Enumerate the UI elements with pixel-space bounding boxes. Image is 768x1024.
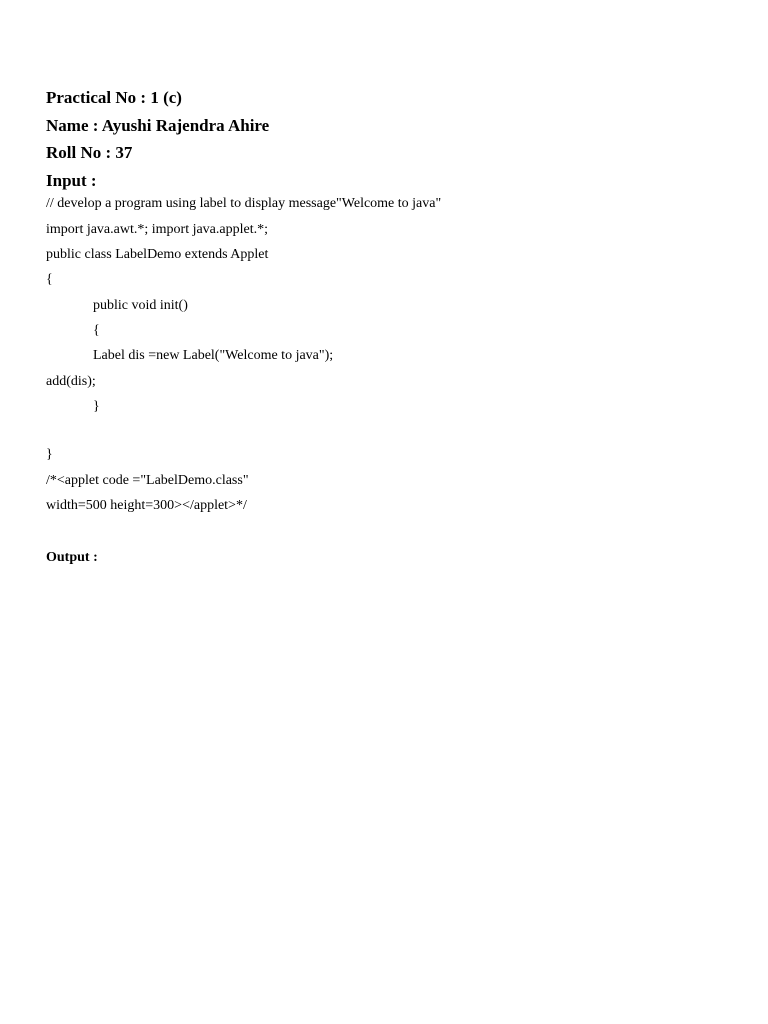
code-line: // develop a program using label to display message"Welcome to java" — [46, 196, 442, 211]
code-line: add(dis); — [46, 374, 96, 389]
roll-number: Roll No : 37 — [46, 143, 133, 162]
practical-number: Practical No : 1 (c) — [46, 88, 182, 107]
code-line: { — [93, 323, 100, 338]
student-name: Name : Ayushi Rajendra Ahire — [46, 116, 270, 135]
output-heading: Output : — [46, 550, 98, 565]
input-heading: Input : — [46, 171, 97, 190]
code-line: /*<applet code ="LabelDemo.class" — [46, 473, 249, 488]
code-line: import java.awt.*; import java.applet.*; — [46, 222, 268, 237]
code-line: width=500 height=300></applet>*/ — [46, 498, 247, 513]
code-line: public void init() — [93, 298, 188, 313]
code-line: } — [46, 447, 53, 462]
code-line: } — [93, 399, 100, 414]
code-line: public class LabelDemo extends Applet — [46, 247, 269, 262]
code-line: { — [46, 272, 53, 287]
code-line: Label dis =new Label("Welcome to java"); — [93, 348, 334, 363]
